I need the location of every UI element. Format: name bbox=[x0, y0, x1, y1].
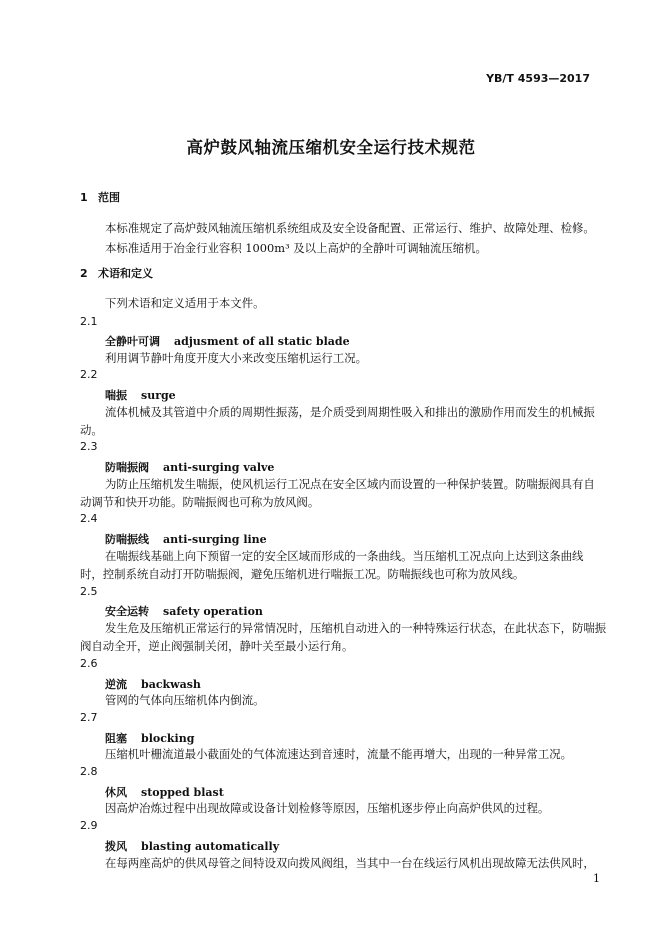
section-2-heading bbox=[80, 265, 153, 281]
term-cn: 拨风 bbox=[105, 840, 127, 853]
term-cn: 喘振 bbox=[105, 389, 127, 402]
term-en: blocking bbox=[141, 732, 195, 745]
section-number: 1 bbox=[80, 191, 88, 204]
term-heading bbox=[105, 676, 201, 692]
term-cn: 休风 bbox=[105, 786, 127, 799]
term-en: backwash bbox=[141, 678, 201, 691]
clause-number: 2.5 bbox=[80, 585, 98, 598]
term-heading bbox=[105, 459, 274, 475]
term-definition-cont: 阀自动全开，逆止阀强制关闭，静叶关至最小运行角。 bbox=[80, 639, 354, 653]
term-en: adjusment of all static blade bbox=[174, 335, 350, 348]
term-en: anti-surging line bbox=[163, 533, 267, 546]
term-cn: 安全运转 bbox=[105, 605, 149, 618]
term-definition: 因高炉冶炼过程中出现故障或设备计划检修等原因，压缩机逐步停止向高炉供风的过程。 bbox=[105, 801, 550, 815]
term-cn: 逆流 bbox=[105, 678, 127, 691]
term-heading bbox=[105, 730, 194, 746]
term-definition: 管网的气体向压缩机体内倒流。 bbox=[105, 693, 265, 707]
term-en: blasting automatically bbox=[141, 840, 280, 853]
term-definition: 压缩机叶栅流道最小截面处的气体流速达到音速时，流量不能再增大，出现的一种异常工况。 bbox=[105, 747, 573, 761]
term-definition: 流体机械及其管道中介质的周期性振荡，是介质受到周期性吸入和排出的激励作用而发生的机械振 bbox=[105, 405, 595, 419]
term-heading bbox=[105, 387, 176, 403]
clause-number: 2.3 bbox=[80, 440, 98, 453]
section-title: 范围 bbox=[98, 191, 120, 204]
term-definition: 利用调节静叶角度开度大小来改变压缩机运行工况。 bbox=[105, 351, 367, 365]
section-number: 2 bbox=[80, 267, 88, 280]
page-number: 1 bbox=[593, 872, 600, 885]
clause-number: 2.7 bbox=[80, 711, 98, 724]
term-definition-cont: 动。 bbox=[80, 423, 103, 437]
term-heading bbox=[105, 838, 279, 854]
term-definition: 在喘振线基础上向下预留一定的安全区域而形成的一条曲线。当压缩机工况点向上达到这条曲线 bbox=[105, 549, 584, 563]
term-en: safety operation bbox=[163, 605, 263, 618]
section-1-heading bbox=[80, 189, 120, 205]
standard-code: YB/T 4593—2017 bbox=[486, 72, 590, 85]
term-definition: 在每两座高炉的供风母管之间特设双向拨风阀组，当其中一台在线运行风机出现故障无法供风时， bbox=[105, 856, 595, 870]
term-en: surge bbox=[141, 389, 176, 402]
clause-number: 2.8 bbox=[80, 765, 98, 778]
paragraph: 本标准适用于冶金行业容积 1000m³ 及以上高炉的全静叶可调轴流压缩机。 bbox=[105, 241, 487, 255]
paragraph: 本标准规定了高炉鼓风轴流压缩机系统组成及安全设备配置、正常运行、维护、故障处理、检修。 bbox=[105, 221, 595, 235]
term-heading bbox=[105, 603, 263, 619]
term-definition-cont: 动调节和快开功能。防喘振阀也可称为放风阀。 bbox=[80, 495, 320, 509]
clause-number: 2.6 bbox=[80, 657, 98, 670]
term-en: anti-surging valve bbox=[163, 461, 275, 474]
term-definition-cont: 时，控制系统自动打开防喘振阀，避免压缩机进行喘振工况。防喘振线也可称为放风线。 bbox=[80, 567, 525, 581]
paragraph: 下列术语和定义适用于本文件。 bbox=[105, 296, 265, 310]
term-heading bbox=[105, 784, 224, 800]
clause-number: 2.1 bbox=[80, 315, 98, 328]
document-title: 高炉鼓风轴流压缩机安全运行技术规范 bbox=[186, 138, 476, 157]
clause-number: 2.9 bbox=[80, 819, 98, 832]
term-definition: 为防止压缩机发生喘振，使风机运行工况点在安全区域内而设置的一种保护装置。防喘振阀具有自 bbox=[105, 477, 595, 491]
term-cn: 防喘振阀 bbox=[105, 461, 149, 474]
term-cn: 全静叶可调 bbox=[105, 335, 160, 348]
term-cn: 防喘振线 bbox=[105, 533, 149, 546]
clause-number: 2.2 bbox=[80, 368, 98, 381]
clause-number: 2.4 bbox=[80, 512, 98, 525]
term-cn: 阻塞 bbox=[105, 732, 127, 745]
term-heading bbox=[105, 531, 267, 547]
section-title: 术语和定义 bbox=[98, 267, 153, 280]
term-heading bbox=[105, 333, 350, 349]
term-en: stopped blast bbox=[141, 786, 224, 799]
term-definition: 发生危及压缩机正常运行的异常情况时，压缩机自动进入的一种特殊运行状态，在此状态下，防喘振 bbox=[105, 621, 607, 635]
